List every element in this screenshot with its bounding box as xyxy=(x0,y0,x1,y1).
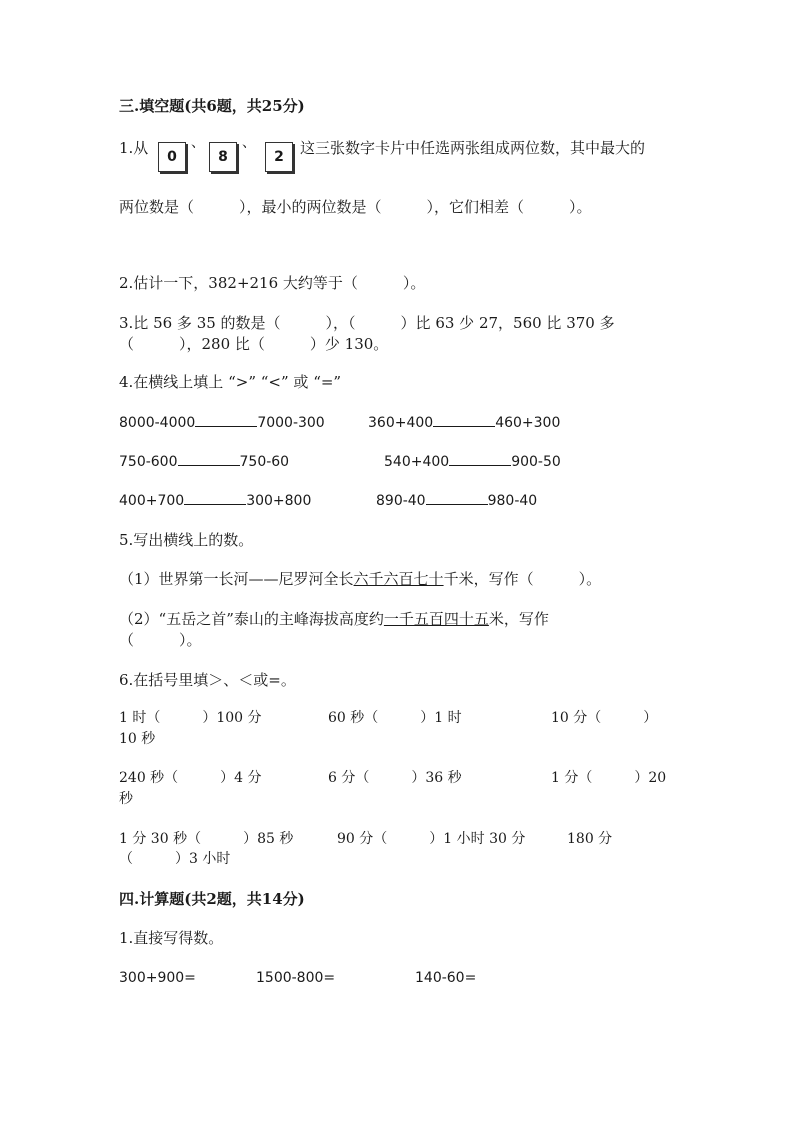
card-separator: 、 xyxy=(242,135,256,151)
section-3-title: 三.填空题(共6题，共25分) xyxy=(119,97,305,115)
answer-blank[interactable] xyxy=(426,490,488,505)
calc-item: 300+900= xyxy=(119,970,196,986)
section-4-title: 四.计算题(共2题，共14分) xyxy=(119,890,305,908)
q5-item2-line2: （ ）。 xyxy=(119,631,202,649)
q6-row3-col2: 90 分（ ）1 小时 30 分 xyxy=(337,831,526,847)
q6-row3-col3: 180 分 xyxy=(567,831,613,847)
q6-row1-wrap: 10 秒 xyxy=(119,731,156,747)
q6-row1-col2: 60 秒（ ）1 时 xyxy=(328,710,462,726)
q6-title: 6.在括号里填＞、＜或=。 xyxy=(119,671,296,689)
q6-row2-col1: 240 秒（ ）4 分 xyxy=(119,770,262,786)
answer-blank[interactable] xyxy=(195,412,257,427)
q4-row2-a: 750-600 750-60 xyxy=(119,451,289,472)
answer-blank[interactable] xyxy=(433,412,495,427)
calc-q1-title: 1.直接写得数。 xyxy=(119,929,224,947)
q6-row2-col3: 1 分（ ）20 xyxy=(551,770,667,786)
q3-line1: 3.比 56 多 35 的数是（ ），（ ）比 63 少 27，560 比 370 多 xyxy=(119,314,615,332)
q6-row3-col1: 1 分 30 秒（ ）85 秒 xyxy=(119,831,294,847)
calc-item: 140-60= xyxy=(415,970,477,986)
q4-row2-b: 540+400 900-50 xyxy=(384,451,561,472)
q4-row1-b: 360+400 460+300 xyxy=(368,412,560,433)
q4-row3-b: 890-40 980-40 xyxy=(376,490,537,511)
q1-text: 这三张数字卡片中任选两张组成两位数，其中最大的 xyxy=(300,139,646,157)
number-card-0: 0 xyxy=(158,142,186,172)
q4-row3-a: 400+700 300+800 xyxy=(119,490,311,511)
answer-blank[interactable] xyxy=(184,490,246,505)
q5-item2: （2）“五岳之首”泰山的主峰海拔高度约一千五百四十五米，写作 xyxy=(119,610,549,628)
q4-row1-a: 8000-4000 7000-300 xyxy=(119,412,325,433)
number-card-8: 8 xyxy=(209,142,237,172)
q6-row3-wrap: （ ）3 小时 xyxy=(119,851,231,867)
answer-blank[interactable] xyxy=(449,451,511,466)
number-card-2: 2 xyxy=(265,142,293,172)
q1-prefix: 1.从 xyxy=(119,139,149,157)
answer-blank[interactable] xyxy=(178,451,240,466)
q6-row2-col2: 6 分（ ）36 秒 xyxy=(328,770,462,786)
q4-title: 4.在横线上填上 “>” “<” 或 “=” xyxy=(119,373,342,391)
q1-line2: 两位数是（ ），最小的两位数是（ ），它们相差（ ）。 xyxy=(119,198,592,216)
q5-title: 5.写出横线上的数。 xyxy=(119,531,254,549)
q3-line2: （ ），280 比（ ）少 130。 xyxy=(119,335,389,353)
q6-row1-col3: 10 分（ ） xyxy=(551,710,658,726)
card-separator: 、 xyxy=(191,135,205,151)
q6-row2-wrap: 秒 xyxy=(119,791,133,807)
q6-row1-col1: 1 时（ ）100 分 xyxy=(119,710,262,726)
q5-item1: （1）世界第一长河——尼罗河全长六千六百七十千米，写作（ ）。 xyxy=(119,570,602,588)
calc-item: 1500-800= xyxy=(256,970,336,986)
q2-text: 2.估计一下，382+216 大约等于（ ）。 xyxy=(119,274,426,292)
